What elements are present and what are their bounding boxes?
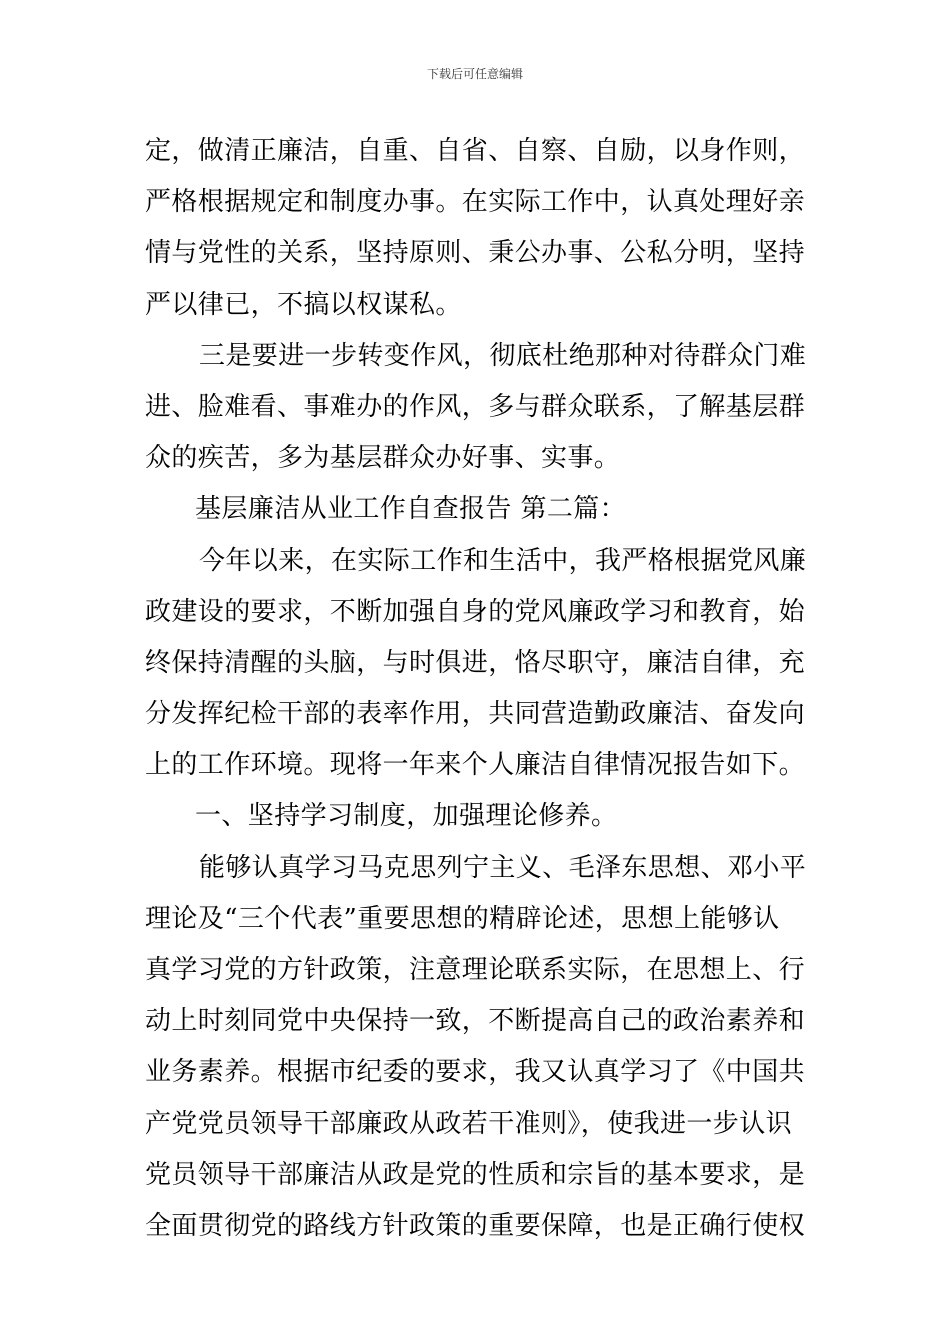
text-line: 动上时刻同党中央保持一致，不断提高自己的政治素养和 [145, 1006, 806, 1037]
text-line: 严格根据规定和制度办事。在实际工作中，认真处理好亲 [145, 187, 806, 218]
text-line: 业务素养。根据市纪委的要求，我又认真学习了《中国共 [145, 1057, 806, 1088]
text-line: 定，做清正廉洁，自重、自省、自察、自励，以身作则， [145, 136, 806, 166]
section-title: 基层廉洁从业工作自查报告 第二篇： [195, 494, 627, 525]
text-line: 理论及“三个代表”重要思想的精辟论述，思想上能够认 [145, 903, 780, 934]
text-line: 上的工作环境。现将一年来个人廉洁自律情况报告如下。 [145, 750, 806, 781]
document-body [145, 126, 805, 1252]
text-line: 政建设的要求，不断加强自身的党风廉政学习和教育，始 [145, 596, 806, 627]
text-line: 严以律已，不搞以权谋私。 [145, 289, 462, 320]
text-line: 产党党员领导干部廉政从政若干准则》，使我进一步认识 [145, 1108, 793, 1139]
text-line: 众的疾苦，多为基层群众办好事、实事。 [145, 443, 621, 474]
paragraph-start: 能够认真学习马克思列宁主义、毛泽东思想、邓小平 [199, 852, 807, 883]
page-header: 下载后可任意编辑 [426, 67, 523, 81]
paragraph-start: 今年以来，在实际工作和生活中，我严格根据党风廉 [199, 545, 807, 576]
text-line: 分发挥纪检干部的表率作用，共同营造勤政廉洁、奋发向 [145, 699, 806, 730]
paragraph-start: 三是要进一步转变作风，彻底杜绝那种对待群众门难 [199, 340, 807, 371]
text-line: 党员领导干部廉洁从政是党的性质和宗旨的基本要求，是 [145, 1159, 806, 1190]
text-line: 终保持清醒的头脑，与时俱进，恪尽职守，廉洁自律，充 [145, 647, 806, 678]
text-line: 情与党性的关系，坚持原则、秉公办事、公私分明，坚持 [145, 238, 806, 269]
text-line: 真学习党的方针政策，注意理论联系实际，在思想上、行 [145, 955, 806, 985]
text-line: 进、脸难看、事难办的作风，多与群众联系，了解基层群 [145, 391, 806, 422]
section-heading: 一、坚持学习制度，加强理论修养。 [195, 801, 618, 832]
text-line: 全面贯彻党的路线方针政策的重要保障，也是正确行使权 [145, 1210, 806, 1241]
